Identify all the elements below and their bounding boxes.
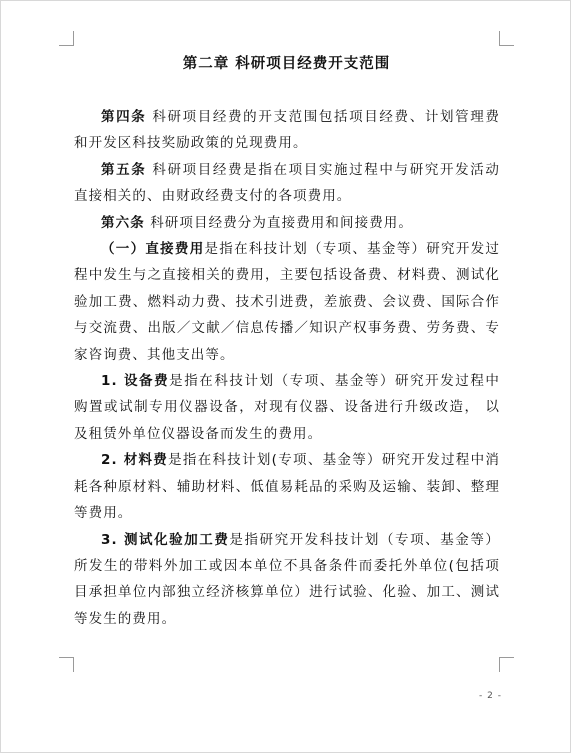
item-lead: 2. 材料费 bbox=[101, 452, 169, 469]
article-lead: 第六条 bbox=[101, 214, 145, 231]
crop-mark-top-right bbox=[499, 31, 514, 46]
paragraph-equipment-cost bbox=[74, 368, 500, 447]
crop-mark-bottom-right bbox=[499, 657, 514, 672]
item-lead: 3. 测试化验加工费 bbox=[101, 531, 230, 548]
article-lead: 第四条 bbox=[101, 109, 147, 125]
article-text: 科研项目经费是指在项目实施过程中与研究开发活动直接相关的、由财政经费支付的各项费用。 bbox=[74, 161, 500, 205]
article-lead: 第五条 bbox=[101, 161, 147, 178]
section-lead: （一）直接费用 bbox=[101, 241, 205, 258]
crop-mark-top-left bbox=[59, 31, 74, 46]
item-text: 是指在科技计划(专项、基金等）研究开发过程中消耗各种原材料、辅助材料、低值易耗品的采购及运输、装卸、整理等费用。 bbox=[74, 452, 500, 522]
chapter-title: 第二章 科研项目经费开支范围 bbox=[182, 56, 391, 72]
item-lead: 1. 设备费 bbox=[101, 373, 170, 390]
article-text: 科研项目经费分为直接费用和间接费用。 bbox=[144, 214, 414, 231]
paragraph-testing-cost bbox=[74, 527, 500, 633]
section-text: 是指在科技计划（专项、基金等）研究开发过程中发生与之直接相关的费用，主要包括设备费、材料费、测试化验加工费、燃料动力费、技术引进费，差旅费、会议费、国际合作与交流费、出版／文献／信息传播／知识产权事务费、劳务费、专家咨询费、其他支出等。 bbox=[74, 241, 501, 363]
paragraph-material-cost bbox=[74, 447, 500, 526]
paragraph-article-5 bbox=[74, 157, 500, 210]
paragraph-article-4 bbox=[74, 104, 500, 157]
paragraph-direct-costs bbox=[74, 236, 500, 368]
paragraph-article-6 bbox=[74, 210, 500, 236]
document-body bbox=[74, 104, 500, 632]
article-text: 科研项目经费的开支范围包括项目经费、计划管理费和开发区科技奖励政策的兑现费用。 bbox=[74, 109, 500, 152]
crop-mark-bottom-left bbox=[59, 657, 74, 672]
item-text: 是指在科技计划（专项、基金等）研究开发过程中购置或试制专用仪器设备，对现有仪器、设备进行升级改造， 以及租赁外单位仪器设备而发生的费用。 bbox=[74, 373, 501, 442]
item-text: 是指研究开发科技计划（专项、基金等）所发生的带料外加工或因本单位不具备条件而委托外单位(包括项目承担单位内部独立经济核算单位）进行试验、化验、加工、测试等发生的费用。 bbox=[74, 531, 500, 627]
page-number: - 2 - bbox=[479, 691, 502, 701]
